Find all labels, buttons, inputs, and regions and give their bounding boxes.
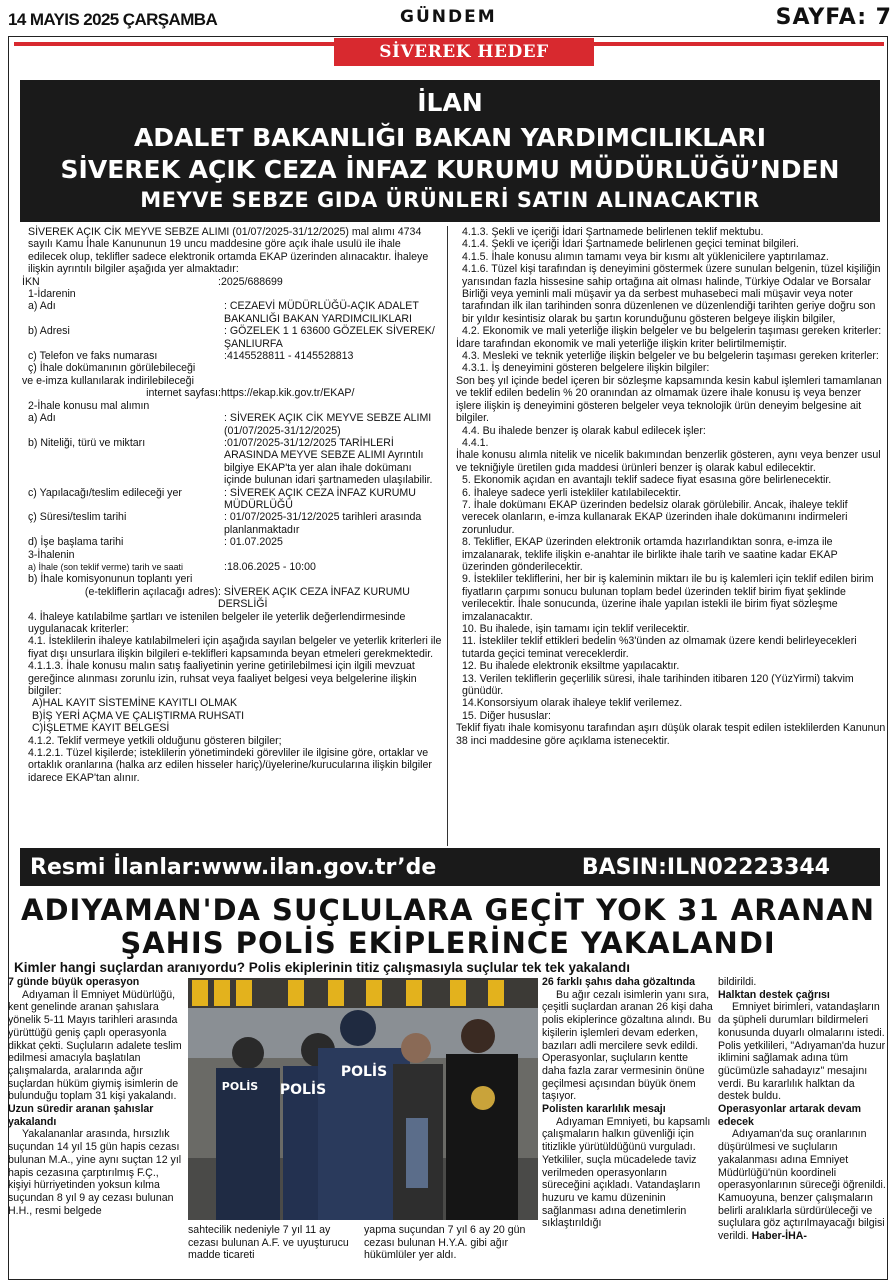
madde-10: 10. Bu ihalede, işin tamamı için teklif verilecektir. (462, 623, 690, 635)
ikn-value: :2025/688699 (218, 275, 283, 288)
police-photo-illustration (188, 978, 538, 1220)
madde-4-4-1: 4.4.1. (462, 436, 489, 449)
basin-code: BASIN:ILN02223344 (581, 855, 830, 880)
nitelik-row (22, 437, 442, 487)
sure-row (22, 511, 442, 536)
photo-vest-label-1: POLİS (279, 1082, 327, 1098)
subtitle-operasyon: 7 günde büyük operasyon (8, 976, 140, 988)
madde-4-4: 4.4. Bu ihalede benzer iş olarak kabul edilecek işler: (462, 424, 706, 437)
section-2-title: 2-İhale konusu mal alımın (28, 399, 150, 412)
paragraph-4: yapma suçundan 7 yıl 6 ay 20 gün cezası bulunan H.Y.A. gibi ağır hükümlüler yer aldı. (364, 1224, 526, 1262)
baslama-value: : 01.07.2025 (224, 536, 283, 549)
ilan-website: Resmi İlanlar:www.ilan.gov.tr’de (30, 855, 437, 880)
nitelik-value: :01/07/2025-31/12/2025 TARİHLERİ ARASINDA MEYVE SEBZE ALIMI Ayrıntılı bilgiye EKAP'ta yer alan ihale dokümanı içinde bulunan idari şartnameden ulaşılabilir. (224, 436, 433, 487)
ikn-label: İKN (22, 275, 40, 288)
news-column-2 (188, 1224, 358, 1262)
news-signature: Haber-İHA- (751, 1230, 807, 1243)
ihale-tarih-value: :18.06.2025 - 10:00 (224, 560, 316, 573)
ilan-title: İLAN (417, 88, 483, 117)
madde-4-2: 4.2. Ekonomik ve mali yeterliğe ilişkin belgeler ve bu belgelerin taşıması gereken kriterler: (462, 325, 882, 338)
idare-adi-label: a) Adı (28, 300, 56, 313)
news-subheadline: Kimler hangi suçlardan aranıyordu? Polis ekiplerinin titiz çalışmasıyla suçlular tek tek yakalandı (14, 960, 630, 975)
ilan-institution: SİVEREK AÇIK CEZA İNFAZ KURUMU MÜDÜRLÜĞÜ’NDEN (60, 155, 840, 184)
madde-4-1: 4.1. İsteklilerin ihaleye katılabilmeleri için aşağıda sayılan belgeler ve yeterlik kriterleri ile fiyat dışı unsurlara ilişkin bilgileri e-teklifleri kapsamında beyan etmeleri gerekmektedir. (28, 635, 442, 660)
dokuman-label-1: ç) İhale dokümanının görülebileceği (28, 362, 196, 375)
ihale-tarih-row (22, 561, 442, 573)
subtitle-devam: Operasyonlar artarak devam edecek (718, 1103, 862, 1128)
mal-adi-row (22, 412, 442, 437)
ilan-left-column (22, 226, 442, 784)
headline-line-2: ŞAHIS POLİS EKİPLERİNCE YAKALANDI (120, 926, 776, 960)
photo-vest-label-2: POLİS (340, 1064, 388, 1080)
madde-8: 8. Teklifler, EKAP üzerinden elektronik ortamda hazırlandıktan sonra, e-imza ile imzalanarak, teklife ilişkin e-anahtar ile birlikte ihale tarih ve saatine kadar EKAP üzerinden gönderilecektir. (462, 536, 838, 573)
paragraph-8: Emniyet birimleri, vatandaşların da şüpheli durumları bildirmeleri konusunda duyarlı olmalarını istedi. Polis yetkilileri, "Adıyaman'da huzur iklimini sağlamak adına tüm gücümüzle sahadayız" mesajını verdi. Bu kararlılık halktan da destek buldu. (718, 1001, 886, 1103)
madde-4-1-4: 4.1.4. Şekli ve içeriği İdari Şartnamede belirlenen geçici teminat bilgileri. (462, 238, 799, 251)
madde-4-3-1-text: Son beş yıl içinde bedel içeren bir sözleşme kapsamında kesin kabul işlemleri tamamlanan ve teklif edilen bedelin % 20 oranından az olmamak üzere ihale konusu iş veya benzer işlere ilişkin iş deneyimini gösteren belgeler veya teknolojik ürün deneyim belgesine ait bilgiler. (456, 374, 882, 425)
paragraph-1: Adıyaman İl Emniyet Müdürlüğü, kent genelinde aranan şahıslara yönelik 5-11 Mayıs tarihleri arasında yürüttüğü geniş çaplı operasyonla dikkat çekti. Suçluların adalete teslim edilmesi amacıyla başlatılan çalışmalarda, aralarında ağır suçlardan hüküm giymiş isimlerin de bulunduğu toplam 31 kişi yakalandı. (8, 988, 182, 1103)
sure-label: ç) Süresi/teslim tarihi (28, 511, 127, 524)
ilan-intro: SİVEREK AÇIK CİK MEYVE SEBZE ALIMI (01/07/2025-31/12/2025) mal alımı 4734 sayılı Kamu İhale Kanununun 19 uncu maddesine göre açık ihale usulü ile ihale edilecek olup, teklifler sadece elektronik ortamda EKAP üzerinden alınacaktır. İhaleye ilişkin ayrıntılı bilgiler aşağıda yer almaktadır: (28, 226, 429, 276)
paragraph-9-text: Adıyaman'da suç oranlarının düşürülmesi ve suçluların yakalanması adına Emniyet Müdürlüğü'nün koordineli operasyonlarının süreceği öğrenildi. Kamuoyuna, benzer çalışmaların belirli aralıklarla sürdürüleceği ve suçlulara göz açtırılmayacağı bilgisi verildi. (718, 1128, 886, 1243)
paragraph-9 (718, 1128, 888, 1242)
subtitle-kararlilik: Polisten kararlılık mesajı (542, 1103, 666, 1116)
adres-value: : GÖZELEK 1 1 63600 GÖZELEK SİVEREK/ŞANLIURFA (224, 325, 435, 350)
belge-c: C)İŞLETME KAYIT BELGESİ (32, 722, 170, 735)
madde-13: 13. Verilen tekliflerin geçerlilik süresi, ihale tarihinden itibaren 120 (YüzYirmi) takvim günüdür. (462, 672, 854, 698)
madde-4-3: 4.3. Mesleki ve teknik yeterliğe ilişkin belgeler ve bu belgelerin taşıması gereken kriterler: (462, 350, 879, 363)
news-column-3 (364, 1224, 536, 1262)
paragraph-5: Bu ağır cezalı isimlerin yanı sıra, çeşitli suçlardan aranan 26 kişi daha polis ekiplerince gözaltına alındı. Bu kişilerin işlemleri devam ederken, bazıları adli mercilere sevk edildi. Operasyonlar, suçluların kentte daha fazla zarar vermesinin önüne geçilmesi açısından büyük önem taşıyor. (542, 988, 713, 1103)
madde-15-text: Teklif fiyatı ihale komisyonu tarafından aşırı düşük olarak tespit edilen isteklilerden Kanunun 38 inci maddesine göre açıklama istenecektir. (456, 722, 886, 747)
sure-value: : 01/07/2025-31/12/2025 tarihleri arasında planlanmaktadır (224, 511, 422, 536)
subtitle-aranan: Uzun süredir aranan şahıslar yakalandı (8, 1103, 154, 1128)
idare-adi-row (22, 300, 442, 325)
idare-adi-value: : CEZAEVİ MÜDÜRLÜĞÜ-AÇIK ADALET BAKANLIĞI BAKAN YARDIMCILIKLARI (224, 300, 419, 325)
photo-vest-label-3: POLİS (221, 1080, 259, 1093)
nitelik-label: b) Niteliği, türü ve miktarı (28, 436, 146, 449)
madde-5: 5. Ekonomik açıdan en avantajlı teklif sadece fiyat esasına göre belirlenecektir. (462, 474, 832, 487)
section-3-title: 3-İhalenin (28, 548, 75, 561)
madde-4-1-2-1: 4.1.2.1. Tüzel kişilerde; isteklilerin yönetimindeki görevliler ile ilgisine göre, ortaklar ve ortaklık oranlarına (halka arz edilen hisseler hariç)/üyelerine/kurucularına ilişkin bilgiler idarece EKAP'tan alınır. (28, 747, 432, 784)
madde-4-1-2: 4.1.2. Teklif vermeye yetkili olduğunu gösteren bilgiler; (28, 734, 282, 747)
column-divider (447, 226, 448, 846)
teslim-yeri-row (22, 487, 442, 512)
news-column-4 (542, 976, 714, 1230)
news-column-5 (718, 976, 888, 1243)
telefon-row (22, 350, 442, 362)
madde-7: 7. İhale dokümanı EKAP üzerinden bedelsiz olarak görülebilir. Ancak, ihaleye teklif verecek olanların, e-imza kullanarak EKAP üzerinden ihale dokümanını indirmeleri zorunludur. (462, 498, 848, 536)
newspaper-ribbon (14, 38, 884, 66)
dokuman-row (22, 387, 442, 399)
madde-6: 6. İhaleye sadece yerli istekliler katılabilecektir. (462, 486, 682, 499)
ilan-footer-bar (20, 848, 880, 886)
dokuman-url: :https://ekap.kik.gov.tr/EKAP/ (218, 387, 355, 400)
telefon-label: c) Telefon ve faks numarası (28, 350, 158, 363)
police-photo (188, 978, 538, 1220)
komisyon-label-1: b) İhale komisyonunun toplantı yeri (28, 573, 193, 586)
headline-line-1: ADIYAMAN'DA SUÇLULARA GEÇİT YOK 31 ARANAN (21, 893, 875, 927)
baslama-label: d) İşe başlama tarihi (28, 536, 124, 549)
telefon-value: :4145528811 - 4145528813 (224, 350, 354, 363)
komisyon-row (22, 586, 442, 611)
madde-4-1-6: 4.1.6. Tüzel kişi tarafından iş deneyimini göstermek üzere sunulan belgenin, tüzel kişiliğin yarısından fazla hissesine sahip ortağına ait olması halinde, Türkiye Odalar ve Borsalar Birliği veya yeminli mali müşavir ya da serbest muhasebeci mali müşavir veya noter tarafından ilk ilan tarihinden sonra düzenlenen ve düzenlendiği tarihten geriye doğru son bir yıldır kesintisiz olarak bu şartın korunduğunu gösteren belgeye ilişkin bilgiler, (462, 263, 881, 325)
dokuman-label-3: internet sayfası (146, 387, 218, 400)
ilan-header (20, 80, 880, 222)
subtitle-destek: Halktan destek çağrısı (718, 988, 830, 1001)
baslama-row (22, 536, 442, 548)
komisyon-label-2: (e-tekliflerin açılacağı adres) (84, 585, 218, 598)
top-bar (0, 0, 896, 34)
belge-b: B)İŞ YERİ AÇMA VE ÇALIŞTIRMA RUHSATI (32, 709, 245, 722)
ilan-subject: MEYVE SEBZE GIDA ÜRÜNLERİ SATIN ALINACAKTIR (140, 188, 760, 212)
section-title: GÜNDEM (400, 7, 497, 27)
mal-adi-label: a) Adı (28, 412, 56, 425)
madde-4-3-1: 4.3.1. İş deneyimini gösteren belgelere ilişkin bilgiler: (462, 362, 710, 375)
teslim-yeri-value: : SİVEREK AÇIK CEZA İNFAZ KURUMU MÜDÜRLÜĞÜ (224, 486, 416, 511)
komisyon-value: : SİVEREK AÇIK CEZA İNFAZ KURUMU DERSLİĞİ (218, 585, 410, 611)
paragraph-6: Adıyaman Emniyeti, bu kapsamlı çalışmaların halkın güvenliği için titizlikle yürütüldüğünü vurguladı. Yetkililer, suçla mücadelede taviz verilmeden operasyonların süreceğini açıkladı. Vatandaşların huzuru ve kamu düzeninin sağlanması adına denetimlerin sıklaştırıldığı (542, 1115, 711, 1230)
madde-4-1-3: 4.1.3. Şekli ve içeriği İdari Şartnamede belirlenen teklif mektubu. (462, 226, 764, 238)
madde-12: 12. Bu ihalede elektronik eksiltme yapılacaktır. (462, 660, 680, 673)
paragraph-2: Yakalananlar arasında, hırsızlık suçundan 14 yıl 15 gün hapis cezası bulunan M.A., yine aynı suçtan 12 yıl hapis cezasına çarptırılmış F.Ç., kişiyi hürriyetinden yoksun kılma suçundan 8 yıl 9 ay cezası bulunan H.H., resmi belgede (8, 1128, 182, 1217)
madde-4: 4. İhaleye katılabilme şartları ve istenilen belgeler ile yeterlik değerlendirmesinde uygulanacak kriterler: (28, 610, 406, 635)
adres-row (22, 325, 442, 350)
ilan-ministry: ADALET BAKANLIĞI BAKAN YARDIMCILIKLARI (133, 123, 767, 152)
madde-9: 9. İstekliler tekliflerini, her bir iş kaleminin miktarı ile bu iş kalemleri için teklif edilen birim fiyatların çarpımı sonucu bulunan toplam bedel üzerinden teklif birim fiyat şeklinde verilecektir. İhale sonucunda, üzerine ihale yapılan istekli ile birim fiyat sözleşme imzalanacaktır. (462, 573, 874, 623)
adres-label: b) Adresi (28, 325, 70, 338)
dokuman-label-2: ve e-imza kullanılarak indirilebileceği (22, 374, 194, 387)
madde-4-2-text: İdare tarafından ekonomik ve mali yeterliğe ilişkin kriter belirtilmemiştir. (456, 337, 787, 350)
madde-4-1-5: 4.1.5. İhale konusu alımın tamamı veya bir kısmı alt yüklenicilere yaptırılamaz. (462, 250, 829, 263)
madde-15: 15. Diğer hususlar: (462, 709, 551, 722)
madde-4-1-1-3: 4.1.1.3. İhale konusu malın satış faaliyetinin yerine getirilebilmesi için ilgili mevzuat gereğince alınması zorunlu izin, ruhsat veya faaliyet belgesi veya belgelerine ilişkin bilgiler: (28, 660, 417, 698)
paragraph-7: bildirildi. (718, 976, 757, 988)
madde-4-4-1-text: İhale konusu alımla nitelik ve nicelik bakımından benzerlik gösteren, aynı veya benzer usul ve tekniğiyle üretilen gıda maddesi ürünleri benzer iş olarak kabul edilecektir. (456, 449, 881, 474)
newspaper-name: SİVEREK HEDEF (334, 38, 594, 66)
ikn-row (22, 276, 442, 288)
ihale-tarih-label: a) İhale (son teklif verme) tarih ve saati (28, 561, 184, 572)
teslim-yeri-label: c) Yapılacağı/teslim edileceği yer (28, 486, 182, 499)
madde-11: 11. İstekliler teklif ettikleri bedelin %3'ünden az olmamak üzere kendi belirleyecekleri tutarda geçici teminat vereceklerdir. (462, 635, 857, 660)
news-column-1 (8, 976, 183, 1217)
subtitle-gozalti: 26 farklı şahıs daha gözaltında (542, 976, 696, 988)
belge-a: A)HAL KAYIT SİSTEMİNE KAYITLI OLMAK (32, 697, 238, 710)
paragraph-3: sahtecilik nedeniyle 7 yıl 11 ay cezası bulunan A.F. ve uyuşturucu madde ticareti (188, 1224, 349, 1262)
mal-adi-value: : SİVEREK AÇIK CİK MEYVE SEBZE ALIMI (01/07/2025-31/12/2025) (224, 412, 432, 437)
madde-14: 14.Konsorsiyum olarak ihaleye teklif verilemez. (462, 697, 683, 710)
ilan-right-column (456, 226, 886, 747)
issue-date: 14 MAYIS 2025 ÇARŞAMBA (8, 10, 218, 29)
section-1-title: 1-İdarenin (28, 288, 76, 301)
page-number: SAYFA: 7 (775, 5, 892, 30)
news-headline (10, 894, 886, 960)
